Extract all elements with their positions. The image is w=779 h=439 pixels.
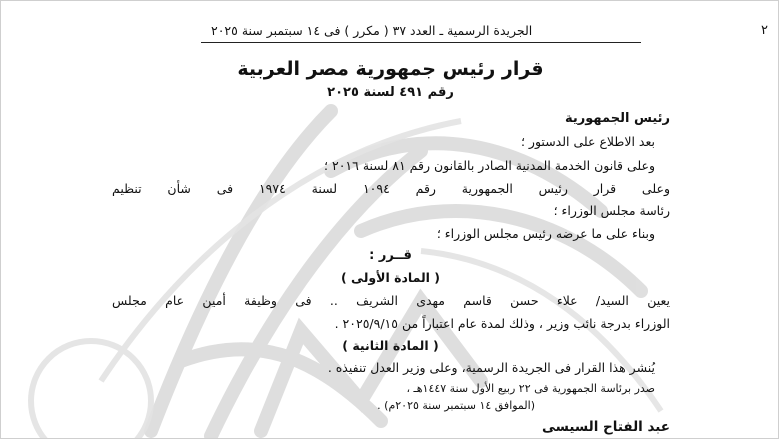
corresponding-date: (الموافق ١٤ سبتمبر سنة ٢٠٢٥م) . <box>377 399 535 412</box>
issued-at: صدر برئاسة الجمهورية فى ٢٢ ربيع الأول سنة ١٤٤٧هـ ، <box>406 382 655 395</box>
decided-heading: قــرر : <box>369 248 412 263</box>
running-header: الجريدة الرسمية ـ العدد ٣٧ ( مكرر ) فى ١٤ سبتمبر سنة ٢٠٢٥ <box>211 23 533 38</box>
preamble-line: وعلى قرار رئيس الجمهورية رقم ١٠٩٤ لسنة ١٩٧٤ فى شأن تنظيم <box>112 181 670 196</box>
article-2-heading: ( المادة الثانية ) <box>342 338 439 353</box>
preamble-line: وبناء على ما عرضه رئيس مجلس الوزراء ؛ <box>436 226 655 241</box>
preamble-line: وعلى قانون الخدمة المدنية الصادر بالقانون رقم ٨١ لسنة ٢٠١٦ ؛ <box>324 158 655 173</box>
page-number: ٢ <box>761 23 768 38</box>
decree-title: قرار رئيس جمهورية مصر العربية <box>237 58 544 80</box>
article-1-text: يعين السيد/ علاء حسن قاسم مهدى الشريف .. فى وظيفة أمين عام مجلس <box>112 293 670 308</box>
article-1-heading: ( المادة الأولى ) <box>340 270 441 285</box>
issuer-heading: رئيس الجمهورية <box>565 111 670 126</box>
preamble-line: بعد الاطلاع على الدستور ؛ <box>520 134 655 149</box>
decree-number: رقم ٤٩١ لسنة ٢٠٢٥ <box>327 85 454 100</box>
signature: عبد الفتاح السيسى <box>542 419 670 435</box>
header-rule <box>201 42 641 43</box>
page-content <box>1 1 779 439</box>
article-1-text: الوزراء بدرجة نائب وزير ، وذلك لمدة عام اعتباراً من ٢٠٢٥/٩/١٥ . <box>334 316 670 331</box>
article-2-text: يُنشر هذا القرار فى الجريدة الرسمية، وعلى وزير العدل تنفيذه . <box>327 360 655 375</box>
preamble-line: رئاسة مجلس الوزراء ؛ <box>553 203 670 218</box>
